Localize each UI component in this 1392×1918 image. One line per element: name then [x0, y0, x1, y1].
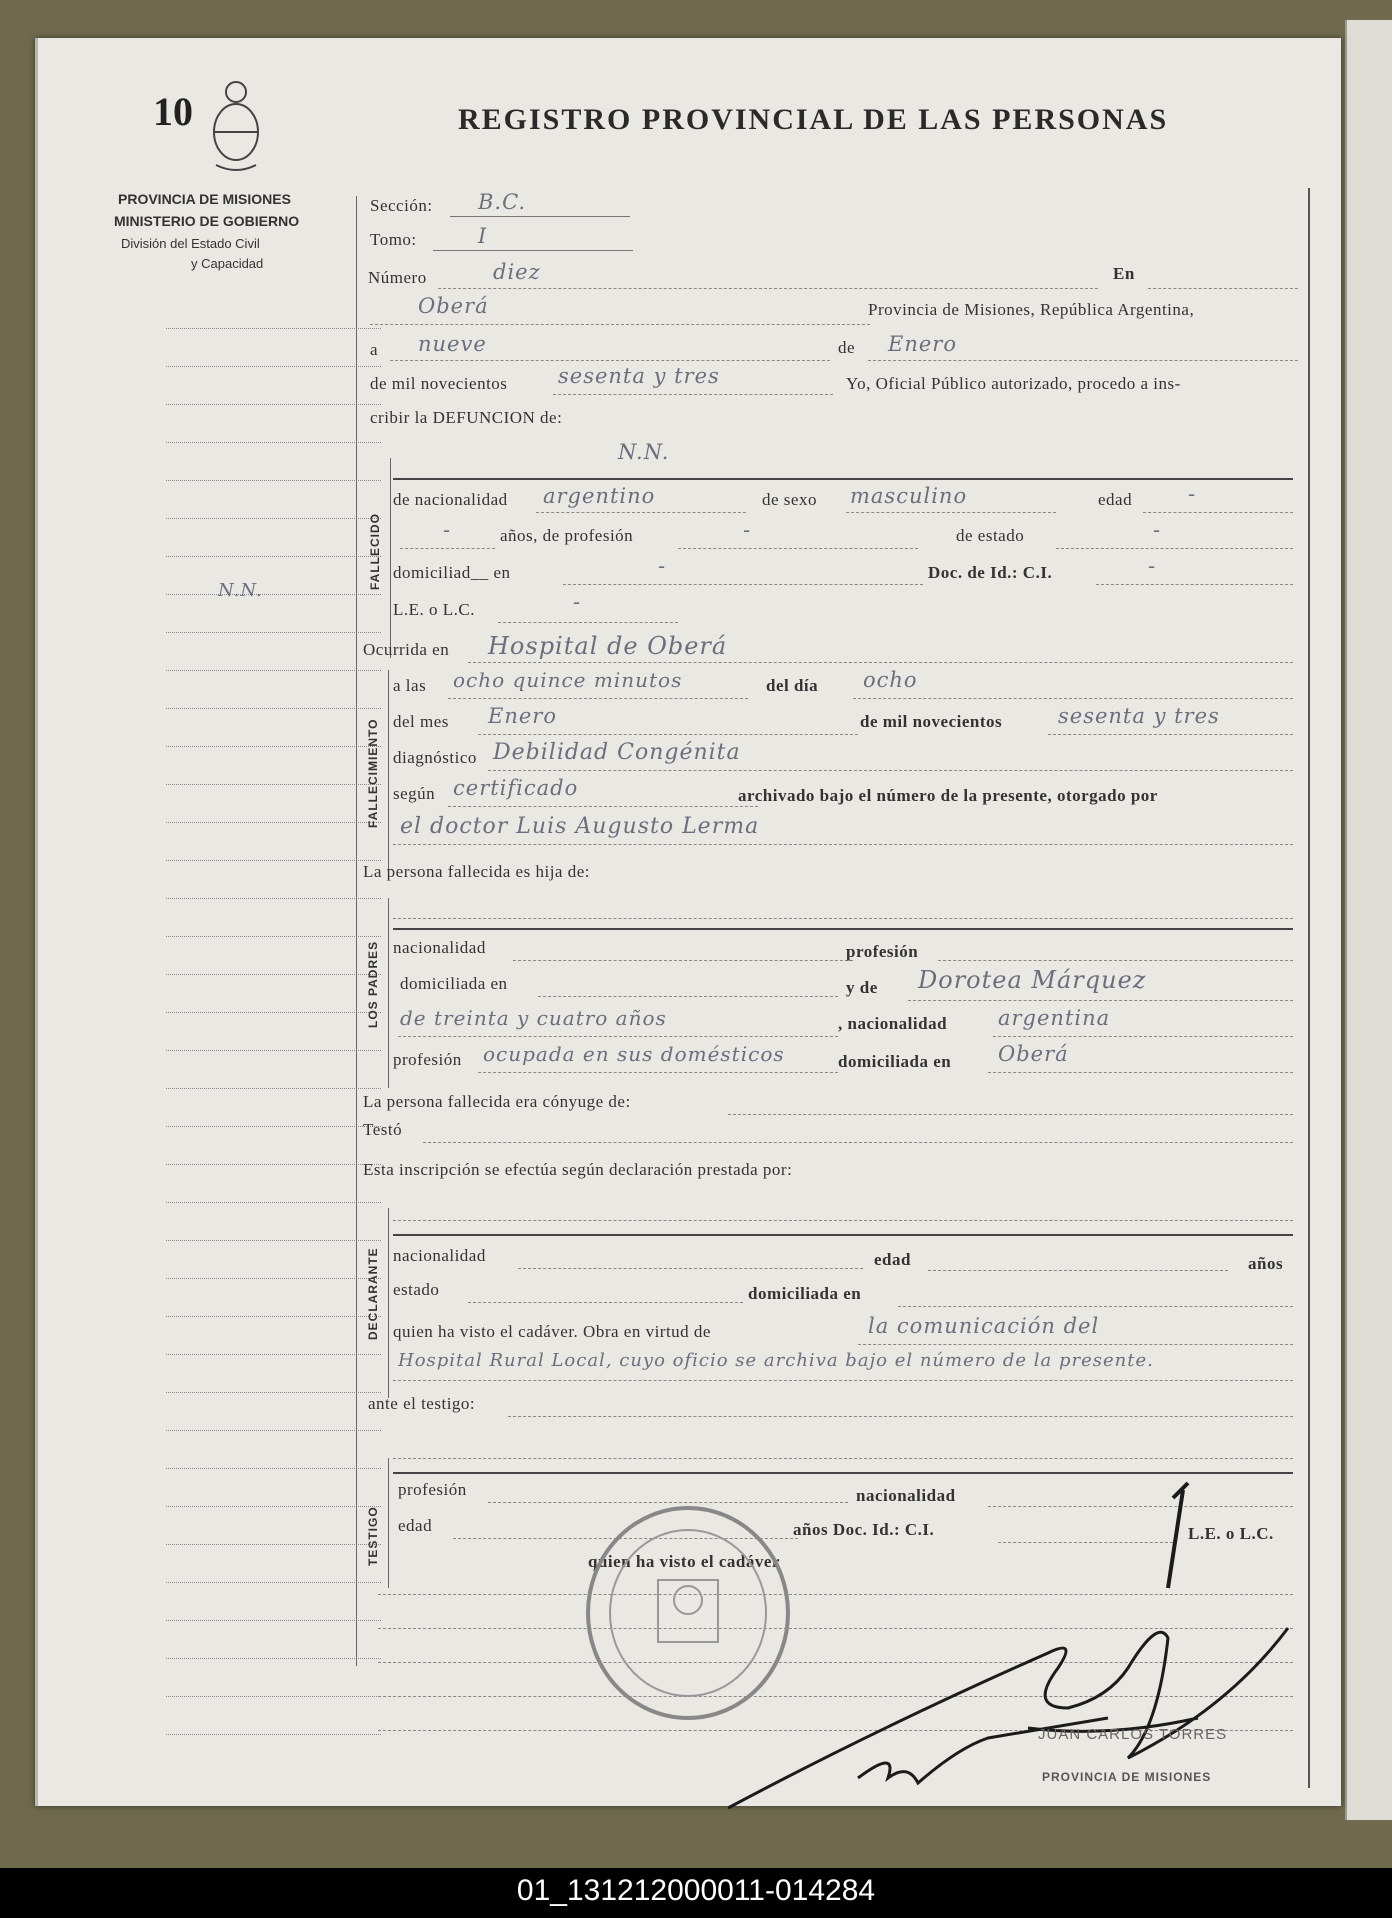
tomo-value: I	[478, 224, 488, 248]
stamp-name: JUAN CARLOS TORRES	[1038, 1726, 1228, 1743]
image-caption-bar	[0, 1868, 1392, 1918]
nombre-value: N.N.	[618, 440, 670, 464]
de-label: de	[838, 338, 856, 357]
field-line	[553, 394, 833, 395]
field-line	[393, 928, 1293, 930]
field-line	[938, 960, 1293, 961]
dia-value: ocho	[863, 668, 918, 692]
mes-value: Enero	[888, 332, 957, 356]
declarante-anios-label: años	[1248, 1254, 1284, 1273]
segun-label: según	[393, 784, 436, 803]
domicilio-value: -	[658, 554, 667, 578]
field-line	[423, 1142, 1293, 1143]
field-line	[518, 1268, 863, 1269]
margin-line	[166, 1164, 381, 1165]
margin-line	[166, 936, 381, 937]
margin-line	[166, 594, 381, 595]
margin-line	[166, 1734, 381, 1735]
field-line	[398, 1036, 838, 1037]
margin-line	[166, 404, 381, 405]
section-bar	[388, 1458, 389, 1588]
fallecimiento-section-label: FALLECIMIENTO	[366, 718, 380, 828]
padres-profesion2-label: profesión	[393, 1050, 462, 1069]
domicilio-label: domiciliad__ en	[393, 563, 511, 582]
mes-value: Enero	[488, 704, 557, 728]
field-line	[448, 698, 748, 699]
signature-icon	[728, 1478, 1318, 1828]
provincia-text: Provincia de Misiones, República Argentina,	[868, 300, 1195, 319]
field-line	[370, 324, 870, 325]
image-id: 01_131212000011-014284	[516, 1874, 876, 1907]
segun-value: certificado	[453, 776, 579, 800]
anio-label: de mil novecientos	[370, 374, 508, 393]
margin-line	[166, 898, 381, 899]
testigo-label: ante el testigo:	[368, 1394, 476, 1413]
margin-line	[166, 974, 381, 975]
le-value: -	[573, 590, 582, 614]
field-line	[868, 360, 1298, 361]
stamp-province: PROVINCIA DE MISIONES	[1042, 1770, 1212, 1784]
sexo-value: masculino	[850, 484, 968, 508]
archivado-text: archivado bajo el número de la presente, otorgado por	[738, 786, 1158, 805]
field-line	[536, 512, 746, 513]
margin-line	[166, 822, 381, 823]
field-line	[450, 216, 630, 217]
field-line	[508, 1416, 1293, 1417]
field-line	[433, 250, 633, 251]
doc-value: -	[1148, 554, 1157, 578]
office-line-2: MINISTERIO DE GOBIERNO	[114, 213, 300, 229]
fallecido-section-label: FALLECIDO	[368, 513, 382, 590]
y-de-label: y de	[846, 978, 878, 997]
padres-profesion2-value: ocupada en sus domésticos	[483, 1042, 785, 1066]
margin-line	[166, 860, 381, 861]
field-line	[858, 1344, 1293, 1345]
field-line	[728, 1114, 1293, 1115]
testigo-visto-label: quien ha visto el cadáver	[588, 1552, 780, 1571]
margin-note: N.N.	[218, 580, 263, 601]
margin-line	[166, 366, 381, 367]
margin-line	[166, 1088, 381, 1089]
padres-nacionalidad-label: nacionalidad	[393, 938, 486, 957]
madre-value: Dorotea Márquez	[918, 966, 1147, 994]
margin-line	[166, 1544, 381, 1545]
field-line	[928, 1270, 1228, 1271]
diagnostico-value: Debilidad Congénita	[493, 740, 741, 765]
field-line	[488, 770, 1293, 771]
padres-nacionalidad2-value: argentina	[998, 1006, 1111, 1030]
seccion-label: Sección:	[370, 196, 433, 215]
nacionalidad-value: argentino	[543, 484, 656, 508]
margin-line	[166, 708, 381, 709]
testigo-section-label: TESTIGO	[366, 1506, 380, 1566]
margin-line	[166, 1658, 381, 1659]
office-line-4: y Capacidad	[191, 256, 264, 271]
declarante-nacionalidad-label: nacionalidad	[393, 1246, 486, 1265]
doctor-value: el doctor Luis Augusto Lerma	[400, 814, 760, 839]
hija-text: La persona fallecida es hija de:	[363, 862, 590, 881]
section-bar	[390, 458, 391, 658]
testigo-edad-label: edad	[398, 1516, 433, 1535]
field-line	[393, 1458, 1293, 1459]
lugar-value: Oberá	[418, 294, 489, 318]
le-label: L.E. o L.C.	[393, 600, 475, 619]
margin-line	[166, 1354, 381, 1355]
testigo-le-label: L.E. o L.C.	[1188, 1524, 1274, 1543]
declarante-section-label: DECLARANTE	[366, 1247, 380, 1340]
margin-line	[166, 1316, 381, 1317]
mes-label: del mes	[393, 712, 449, 731]
estado-value: -	[1153, 518, 1162, 542]
field-line	[448, 806, 758, 807]
field-line	[390, 360, 830, 361]
numero-value: diez	[493, 260, 541, 284]
field-line	[478, 1072, 838, 1073]
office-line-3: División del Estado Civil	[121, 236, 260, 251]
declarante-domiciliada-label: domiciliada en	[748, 1284, 862, 1303]
field-line	[846, 512, 1056, 513]
adjacent-page	[1345, 20, 1392, 1820]
margin-line	[166, 1126, 381, 1127]
form-border	[356, 196, 357, 1666]
margin-line	[166, 1582, 381, 1583]
field-line	[438, 288, 1098, 289]
hospital-value: Hospital Rural Local, cuyo oficio se archiva bajo el número de la presente.	[398, 1350, 1154, 1371]
hora-label: a las	[393, 676, 427, 695]
field-line	[498, 622, 678, 623]
margin-line	[166, 1050, 381, 1051]
margin-line	[166, 1506, 381, 1507]
field-line	[988, 1072, 1293, 1073]
ocurrida-label: Ocurrida en	[363, 640, 450, 659]
margin-line	[166, 632, 381, 633]
sexo-label: de sexo	[762, 490, 817, 509]
conyuge-text: La persona fallecida era cónyuge de:	[363, 1092, 631, 1111]
ocurrida-value: Hospital de Oberá	[488, 632, 728, 660]
field-line	[393, 1234, 1293, 1236]
field-line	[393, 1472, 1293, 1474]
margin-line	[166, 1392, 381, 1393]
edad-label: edad	[1098, 490, 1133, 509]
visto-value: la comunicación del	[868, 1314, 1100, 1338]
field-line	[678, 548, 918, 549]
field-line	[898, 1306, 1293, 1307]
visto-label: quien ha visto el cadáver. Obra en virtud de	[393, 1322, 711, 1341]
profesion-value: -	[743, 518, 752, 542]
field-line	[393, 1380, 1293, 1381]
padres-domiciliada2-label: domiciliada en	[838, 1052, 952, 1071]
numero-label: Número	[368, 268, 427, 287]
field-line	[1056, 548, 1293, 549]
field-line	[468, 662, 1293, 663]
testigo-nacionalidad-label: nacionalidad	[856, 1486, 956, 1505]
testo-label: Testó	[363, 1120, 403, 1139]
padres-nacionalidad2-label: , nacionalidad	[838, 1014, 948, 1033]
margin-line	[166, 1278, 381, 1279]
testigo-anios-label: años Doc. Id.: C.I.	[793, 1520, 935, 1539]
a-label: a	[370, 340, 379, 359]
oficial-text: Yo, Oficial Público autorizado, procedo a ins-	[846, 374, 1181, 393]
margin-line	[166, 1240, 381, 1241]
hora-value: ocho quince minutos	[453, 668, 683, 692]
field-line	[468, 1302, 743, 1303]
field-line	[563, 584, 923, 585]
margin-line	[166, 518, 381, 519]
margin-line	[166, 1430, 381, 1431]
field-line	[993, 1036, 1293, 1037]
margin-line	[166, 442, 381, 443]
field-line	[393, 918, 1293, 919]
padres-section-label: LOS PADRES	[366, 940, 380, 1028]
page-number: 10	[153, 89, 193, 134]
anios-label: años, de profesión	[500, 526, 634, 545]
section-bar	[388, 1208, 389, 1398]
document-page	[35, 38, 1341, 1806]
seccion-value: B.C.	[478, 190, 527, 214]
page-title: REGISTRO PROVINCIAL DE LAS PERSONAS	[458, 103, 1169, 136]
field-line	[393, 844, 1293, 845]
field-line	[513, 960, 853, 961]
field-line	[1143, 512, 1293, 513]
declarante-estado-label: estado	[393, 1280, 440, 1299]
testigo-profesion-label: profesión	[398, 1480, 467, 1499]
field-line	[393, 478, 1293, 480]
margin-line	[166, 1012, 381, 1013]
padres-domiciliada2-value: Oberá	[998, 1042, 1069, 1066]
tomo-label: Tomo:	[370, 230, 417, 249]
anio-value: sesenta y tres	[558, 364, 720, 388]
anio-value-2: sesenta y tres	[1058, 704, 1220, 728]
coat-of-arms-icon	[206, 70, 266, 180]
padres-domiciliada-label: domiciliada en	[400, 974, 508, 993]
field-line	[1148, 288, 1298, 289]
doc-label: Doc. de Id.: C.I.	[928, 563, 1053, 582]
office-line-1: PROVINCIA DE MISIONES	[118, 191, 291, 207]
section-bar	[388, 898, 389, 1088]
field-line	[1096, 584, 1293, 585]
margin-line	[166, 328, 381, 329]
declarante-edad-label: edad	[874, 1250, 911, 1269]
margin-line	[166, 1202, 381, 1203]
field-line	[853, 698, 1293, 699]
margin-line	[166, 1620, 381, 1621]
en-label: En	[1113, 264, 1135, 283]
anios-value: -	[443, 518, 452, 542]
margin-line	[166, 480, 381, 481]
margin-line	[166, 670, 381, 671]
anio-label-2: de mil novecientos	[860, 712, 1003, 731]
estado-label: de estado	[956, 526, 1025, 545]
margin-line	[166, 746, 381, 747]
dia-value: nueve	[418, 332, 487, 356]
section-bar	[388, 670, 389, 870]
edad-madre-value: de treinta y cuatro años	[400, 1006, 667, 1030]
cribir-text: cribir la DEFUNCION de:	[370, 408, 563, 427]
field-line	[1048, 734, 1293, 735]
field-line	[478, 734, 858, 735]
field-line	[908, 1000, 1293, 1001]
margin-line	[166, 1468, 381, 1469]
margin-line	[166, 1696, 381, 1697]
margin-line	[166, 556, 381, 557]
margin-line	[166, 784, 381, 785]
nacionalidad-label: de nacionalidad	[393, 490, 508, 509]
field-line	[538, 996, 838, 997]
dia-label: del día	[766, 676, 819, 695]
field-line	[393, 1220, 1293, 1221]
diagnostico-label: diagnóstico	[393, 748, 477, 767]
padres-profesion-label: profesión	[846, 942, 919, 961]
edad-value: -	[1188, 482, 1197, 506]
declaracion-text: Esta inscripción se efectúa según declaración prestada por:	[363, 1160, 793, 1179]
field-line	[400, 548, 495, 549]
